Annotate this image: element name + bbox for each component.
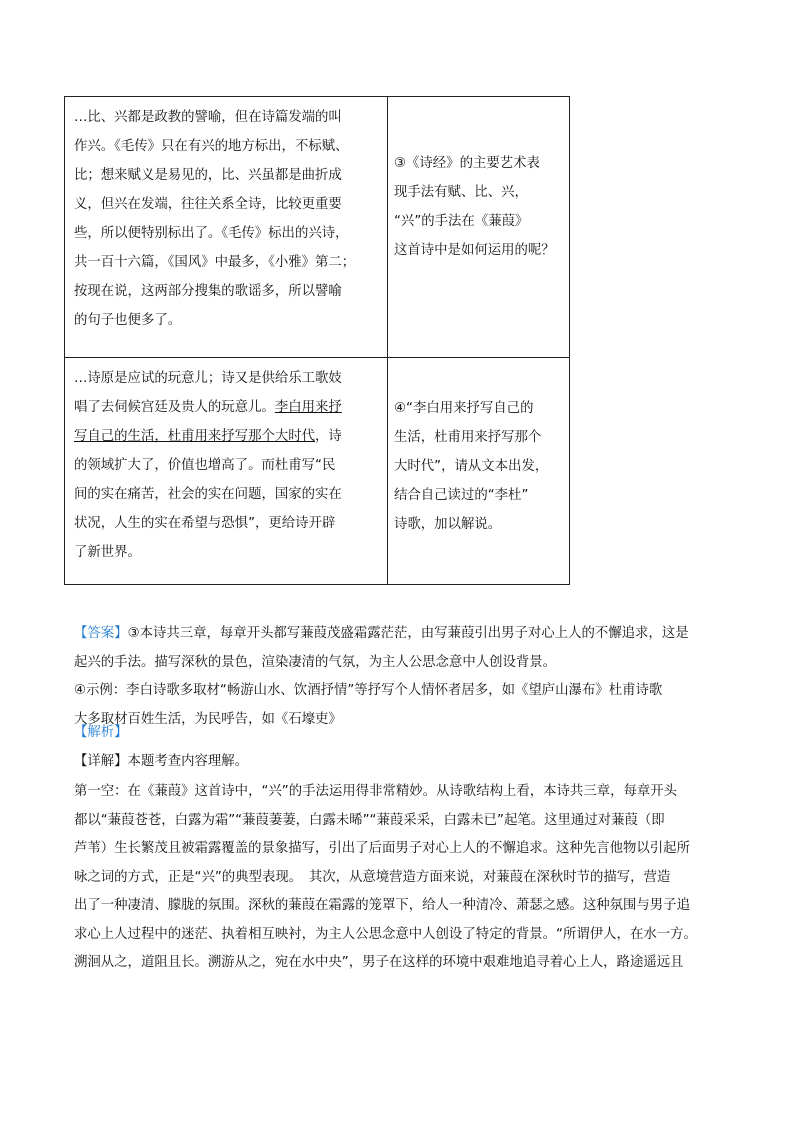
text-line: 大时代”，请从文本出发，: [394, 459, 549, 474]
text-line: …诗原是应试的玩意儿；诗又是供给乐工歌妓: [74, 371, 342, 386]
text-line: 状况，人生的实在希望与恐惧”，更给诗开辟: [74, 516, 336, 531]
text-line: 些，所以便特别标出了。《毛传》标出的兴诗，: [74, 226, 349, 241]
quote-cell: [65, 358, 388, 585]
text-line: 第一空：在《蒹葭》这首诗中，“兴”的手法运用得非常精妙。从诗歌结构上看，本诗共三章，每章开头: [74, 784, 678, 799]
detail-heading: [74, 748, 724, 777]
text-line: 现手法有赋、比、兴，: [394, 185, 528, 200]
answer-section: [74, 620, 724, 734]
text-line: 生活，杜甫用来抒写那个: [394, 430, 542, 445]
analysis-tag: 【解析】: [74, 725, 128, 740]
text-line: 按现在说，这两部分搜集的歌谣多，所以譬喻: [74, 284, 342, 299]
text-line: 出了一种凄清、朦胧的氛围。深秋的蒹葭在霜露的笼罩下，给人一种清冷、萧瑟之感。这种氛围与男子追: [74, 898, 690, 913]
text-line: 这首诗中是如何运用的呢？: [394, 243, 555, 258]
text-line: 都以“蒹葭苍苍，白露为霜”“蒹葭萋萋，白露未晞”“蒹葭采采，白露未已”起笔。这里通过对蒹葭（即: [74, 812, 665, 828]
text-line: [74, 620, 724, 649]
text-line: 了新世界。: [74, 545, 141, 560]
answer-tag: 【答案】: [74, 626, 128, 641]
text-line: 的领域扩大了，价值也增高了。而杜甫写“民: [74, 458, 336, 473]
underlined-text: 李白用来抒: [274, 400, 342, 415]
question-table: [64, 96, 570, 585]
question-cell: [388, 97, 570, 358]
text-line: 作兴。《毛传》只在有兴的地方标出，不标赋、: [74, 139, 349, 154]
analysis-heading: [74, 719, 724, 748]
detail-line: 【详解】本题考查内容理解。: [74, 754, 249, 769]
underlined-text: 写自己的生活，杜甫用来抒写那个大时代: [74, 429, 316, 444]
question-cell: [388, 358, 570, 585]
text-line: …比、兴都是政教的譬喻，但在诗篇发端的叫: [74, 110, 342, 125]
text-line: [74, 393, 375, 422]
text-line: 诗歌，加以解说。: [394, 517, 502, 532]
text-line: ④“李白用来抒写自己的: [394, 401, 534, 416]
text-span: ，诗: [315, 429, 342, 444]
text-line: 咏之词的方式，正是“兴”的典型表现。 其次，从意境营造方面来说，对蒹葭在深秋时节的描写，营造: [74, 869, 671, 885]
quote-cell: [65, 97, 388, 358]
text-line: 比；想来赋义是易见的，比、兴虽都是曲折成: [74, 168, 342, 183]
text-line: 芦苇）生长繁茂且被霜露覆盖的景象描写，引出了后面男子对心上人的不懈追求。这种先言他物以引起所: [74, 841, 690, 856]
text-line: 起兴的手法。描写深秋的景色，渲染凄清的气氛，为主人公思念意中人创设背景。: [74, 654, 557, 670]
text-line: 求心上人过程中的迷茫、执着相互映衬，为主人公思念意中人创设了特定的背景。“所谓伊人，在水一方。: [74, 926, 697, 942]
text-span: ③本诗共三章，每章开头都写蒹葭茂盛霜露茫茫，由写蒹葭引出男子对心上人的不懈追求，这是: [127, 626, 689, 641]
text-line: [74, 422, 375, 451]
text-span: 唱了去伺候宫廷及贵人的玩意儿。: [74, 400, 275, 415]
analysis-body: [74, 778, 724, 978]
text-line: 溯洄从之，道阻且长。溯游从之，宛在水中央”，男子在这样的环境中艰难地追寻着心上人，路途遥远且: [74, 955, 684, 970]
text-line: 共一百十六篇，《国风》中最多，《小雅》第二；: [74, 255, 356, 270]
text-line: 间的实在痛苦，社会的实在问题，国家的实在: [74, 487, 342, 502]
table-row: [65, 97, 570, 358]
text-line: ③《诗经》的主要艺术表: [394, 156, 540, 171]
text-line: ④示例：李白诗歌多取材“畅游山水、饮酒抒情”等抒写个人情怀者居多，如《望庐山瀑布》杜甫诗歌: [74, 683, 663, 698]
text-line: 结合自己读过的“李杜”: [394, 488, 529, 503]
text-line: 义，但兴在发端，往往关系全诗，比较更重要: [74, 197, 342, 212]
text-line: 的句子也便多了。: [74, 313, 182, 328]
table-row: [65, 358, 570, 585]
text-line: “兴”的手法在《蒹葭》: [394, 214, 529, 229]
text-line: 大多取材百姓生活，为民呼告，如《石壕吏》: [74, 711, 342, 727]
